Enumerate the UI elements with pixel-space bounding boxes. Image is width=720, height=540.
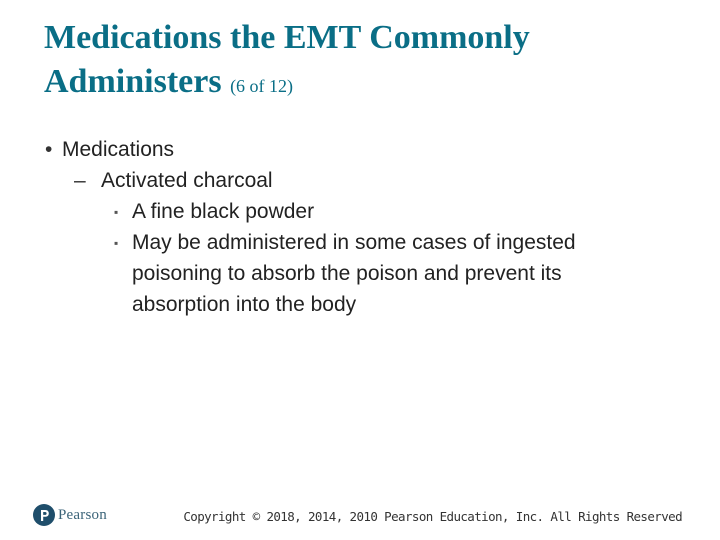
pearson-wordmark: Pearson [58, 506, 107, 523]
dash-bullet-icon: – [74, 169, 86, 192]
sub-bullet-activated-charcoal [0, 165, 720, 196]
point-continuation [0, 289, 720, 320]
sub-bullet-text: Activated charcoal [101, 169, 273, 192]
slide-counter: (6 of 12) [230, 76, 294, 96]
point-continuation [0, 258, 720, 289]
slide-title-line-1: Medications the EMT Commonly [44, 19, 530, 56]
point-text-line-1: May be administered in some cases of ingested [132, 231, 576, 254]
slide-title-line-2: Administers [44, 63, 222, 100]
square-bullet-icon: ▪ [114, 205, 119, 219]
point-text: A fine black powder [132, 200, 315, 223]
pearson-p-icon [33, 504, 55, 526]
point-text-line-2: poisoning to absorb the poison and prevent its [132, 262, 562, 285]
copyright-notice: Copyright © 2018, 2014, 2010 Pearson Education, Inc. All Rights Reserved [183, 509, 682, 524]
pearson-logo [33, 504, 107, 526]
slide-body [0, 134, 720, 320]
point-may-be-administered [0, 227, 720, 258]
point-fine-black-powder [0, 196, 720, 227]
bullet-text: Medications [62, 138, 175, 161]
slide-title [44, 16, 684, 108]
square-bullet-icon: ▪ [114, 236, 119, 250]
bullet-medications [0, 134, 720, 165]
point-text-line-3: absorption into the body [132, 293, 357, 316]
bullet-dot-icon: • [45, 138, 53, 161]
